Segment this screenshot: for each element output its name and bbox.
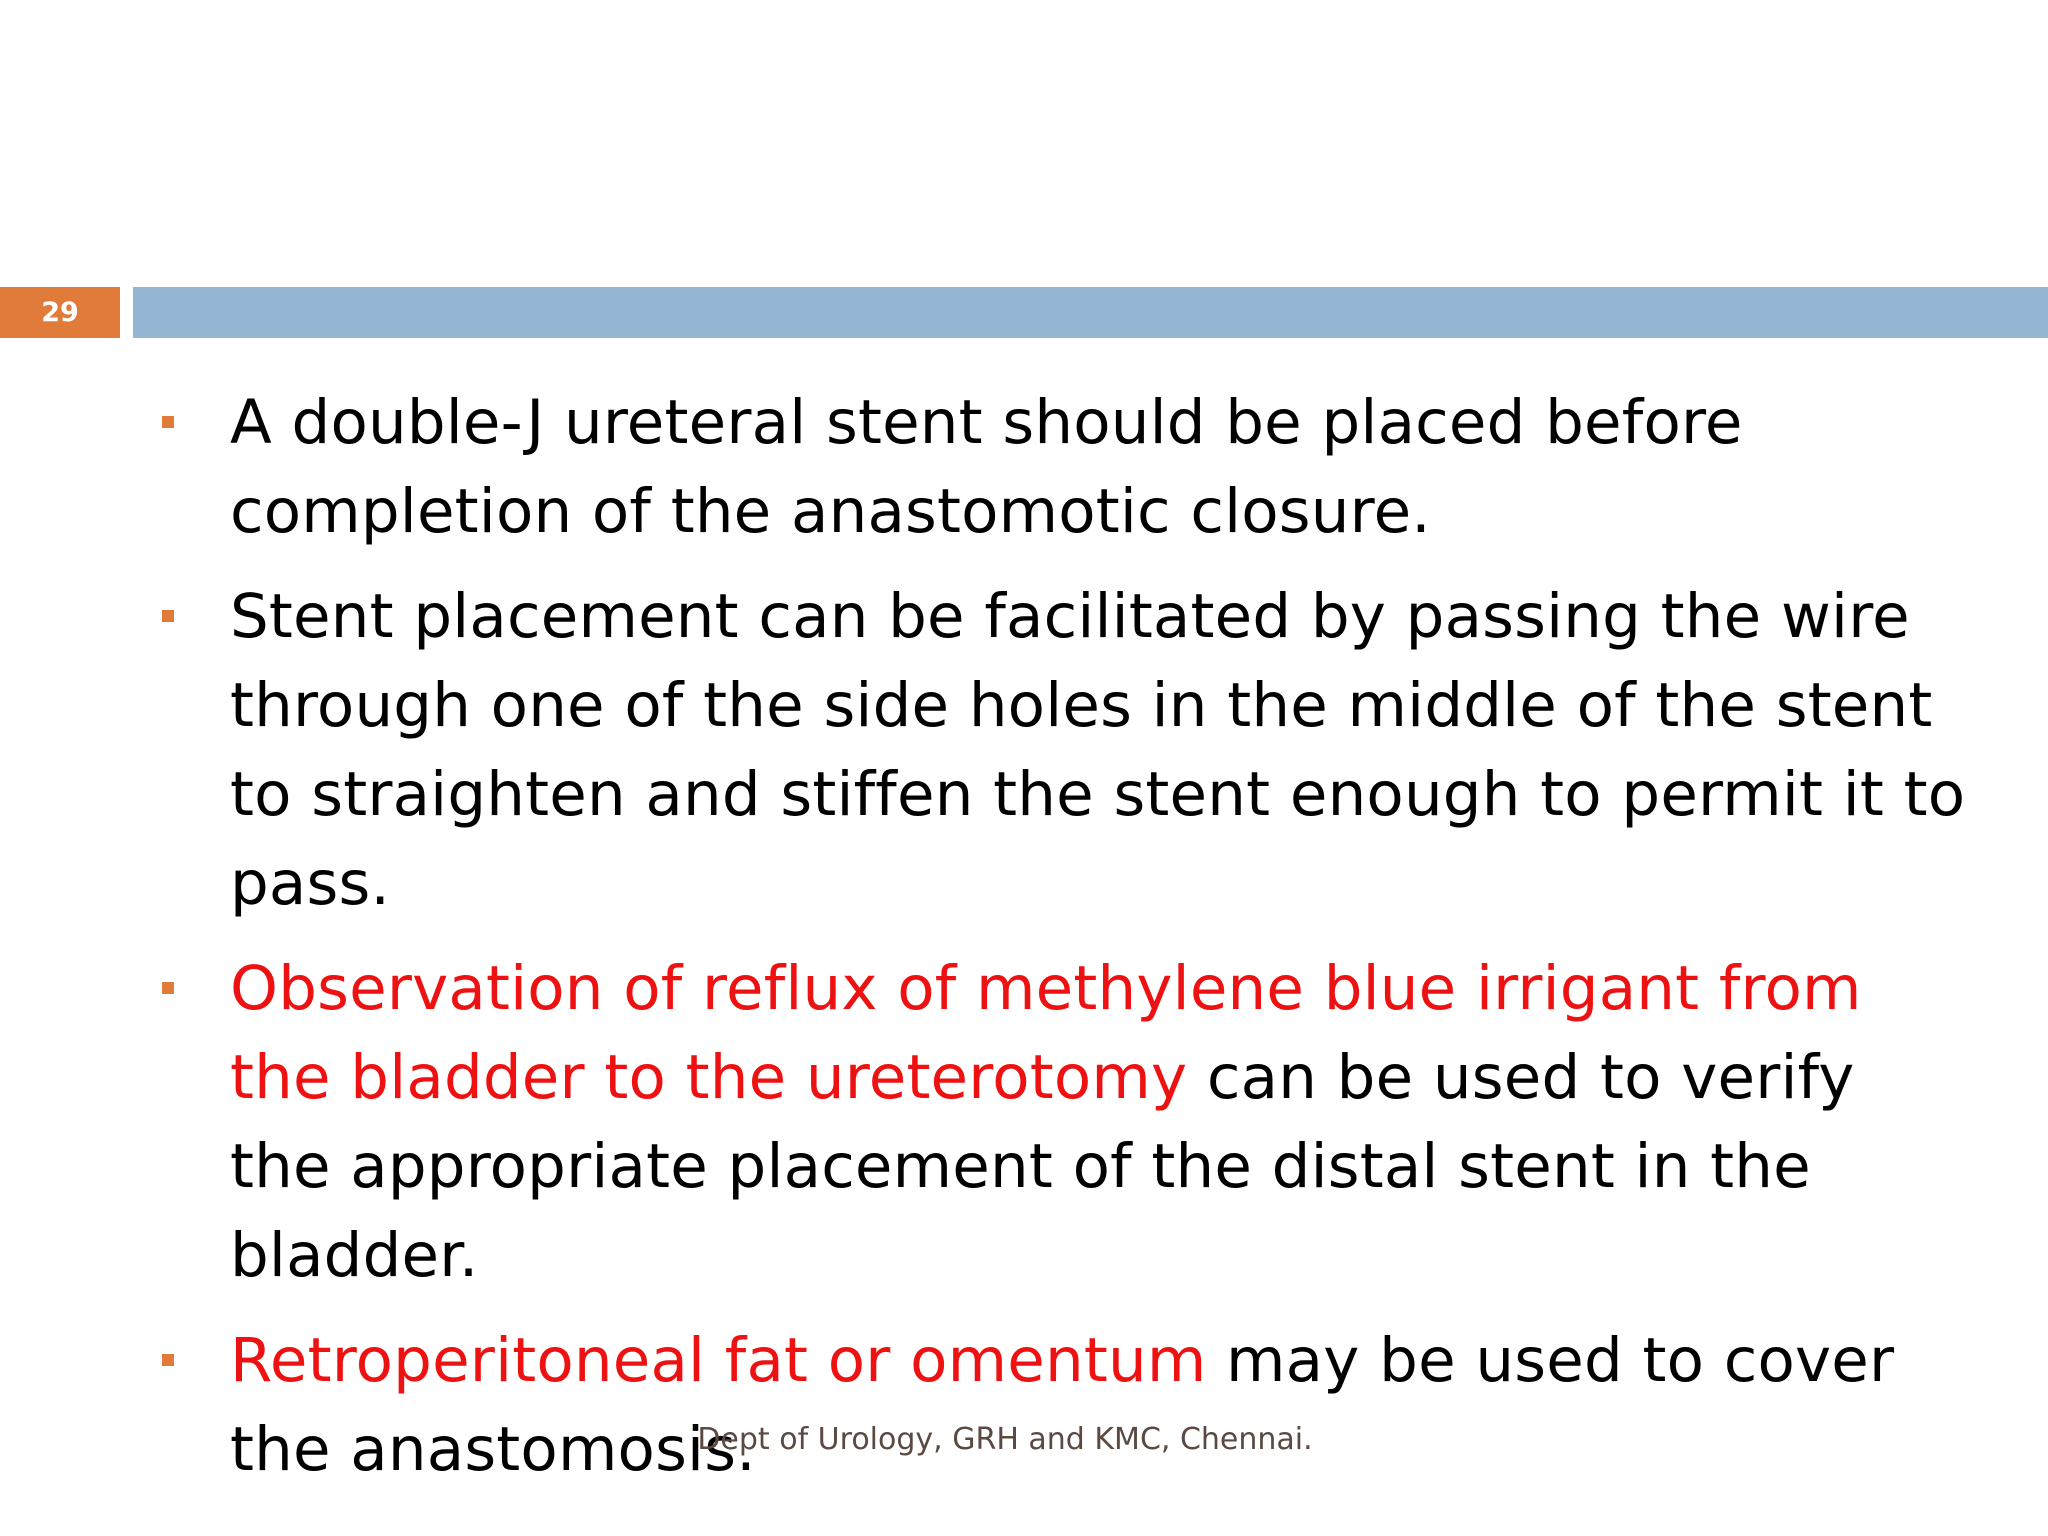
title-bar <box>133 287 2048 338</box>
bullet-item-2 <box>140 572 1970 928</box>
bullet-text: may be used to cover the anastomosis. <box>230 1325 1895 1485</box>
square-bullet-icon <box>162 416 174 428</box>
square-bullet-icon <box>162 610 174 622</box>
bullet-list <box>140 378 1970 1510</box>
square-bullet-icon <box>162 982 174 994</box>
bullet-text: can be used to verify the appropriate placement of the distal stent in the bladder. <box>230 1042 1855 1291</box>
bullet-item-1 <box>140 378 1970 556</box>
bullet-highlight-text: Observation of reflux of methylene blue irrigant from the bladder to the ureterotomy <box>230 953 1862 1113</box>
footer-text: Dept of Urology, GRH and KMC, Chennai. <box>697 1422 1313 1457</box>
square-bullet-icon <box>162 1354 174 1366</box>
bullet-item-3 <box>140 944 1970 1300</box>
bullet-highlight-text: Retroperitoneal fat or omentum <box>230 1325 1207 1396</box>
slide-number-badge: 29 <box>0 287 120 338</box>
bullet-text: Stent placement can be facilitated by passing the wire through one of the side holes in the middle of the stent to straighten and stiffen the stent enough to permit it to pass. <box>230 581 1966 919</box>
bullet-text: A double-J ureteral stent should be placed before completion of the anastomotic closure. <box>230 387 1743 547</box>
bullet-item-4 <box>140 1316 1970 1494</box>
